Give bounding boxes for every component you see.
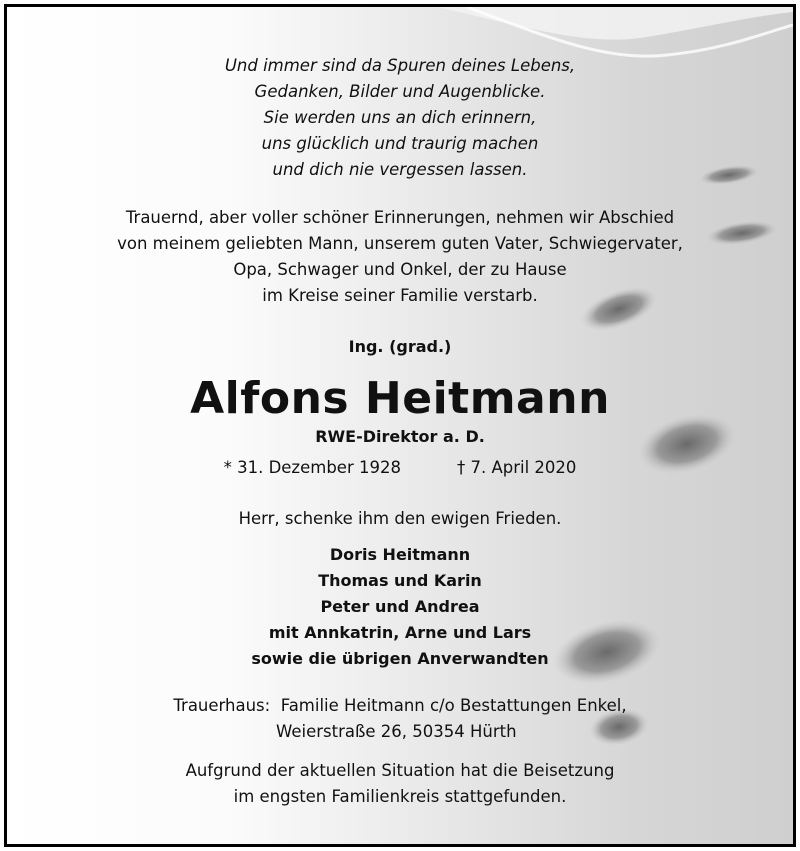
- death-date: † 7. April 2020: [456, 458, 577, 477]
- prayer-line: Herr, schenke ihm den ewigen Frieden.: [238, 509, 562, 528]
- address-line-2: Weierstraße 26, 50354 Hürth: [276, 722, 517, 741]
- title-prefix: Ing. (grad.): [348, 337, 452, 356]
- address-line: [7, 696, 793, 715]
- life-dates: [7, 458, 793, 477]
- poem-line: Gedanken, Bilder und Augenblicke.: [254, 82, 546, 101]
- birth-date: * 31. Dezember 1928: [223, 458, 401, 477]
- intro-line: von meinem geliebten Mann, unserem guten Vater, Schwiegervater,: [117, 234, 683, 253]
- address-line-1: Familie Heitmann c/o Bestattungen Enkel,: [280, 696, 627, 715]
- footprints-in-sand-background: [7, 7, 793, 844]
- intro-line: Opa, Schwager und Onkel, der zu Hause: [233, 260, 567, 279]
- obituary-frame: [4, 4, 796, 847]
- notice-line: im engsten Familienkreis stattgefunden.: [233, 787, 567, 806]
- poem-line: Sie werden uns an dich erinnern,: [263, 108, 537, 127]
- mourner-name: Doris Heitmann: [329, 545, 471, 564]
- poem-line: uns glücklich und traurig machen: [261, 134, 539, 153]
- intro-line: im Kreise seiner Familie verstarb.: [262, 286, 538, 305]
- mourner-name: Peter und Andrea: [320, 597, 480, 616]
- poem-line: und dich nie vergessen lassen.: [272, 160, 528, 179]
- mourner-name: sowie die übrigen Anverwandten: [251, 649, 549, 668]
- deceased-position: RWE-Direktor a. D.: [315, 427, 485, 446]
- notice-line: Aufgrund der aktuellen Situation hat die Beisetzung: [185, 761, 615, 780]
- poem-line: Und immer sind da Spuren deines Lebens,: [224, 56, 576, 75]
- address-label: Trauerhaus:: [173, 696, 271, 715]
- deceased-name: Alfons Heitmann: [190, 373, 610, 424]
- mourner-name: Thomas und Karin: [318, 571, 482, 590]
- mourner-name: mit Annkatrin, Arne und Lars: [268, 623, 532, 642]
- intro-line: Trauernd, aber voller schöner Erinnerungen, nehmen wir Abschied: [125, 208, 675, 227]
